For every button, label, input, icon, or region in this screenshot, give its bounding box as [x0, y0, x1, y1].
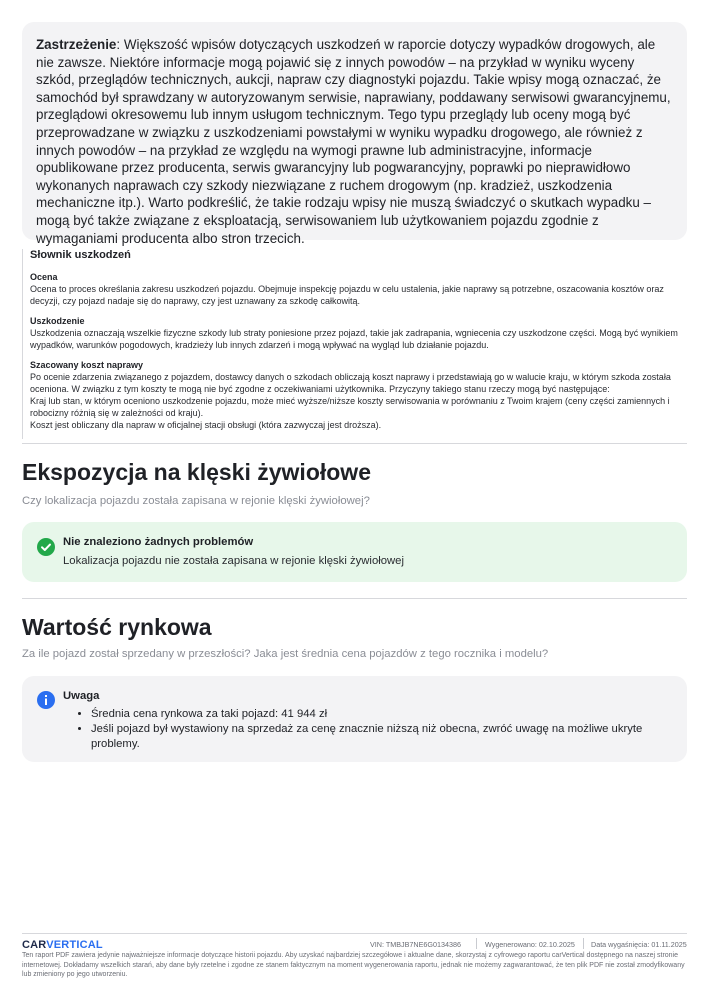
glossary-term: Uszkodzenie: [30, 316, 85, 326]
glossary-item-uszkodzenie: [30, 315, 688, 351]
footer-note: Ten raport PDF zawiera jedynie najważniejsze informacje dotyczące historii pojazdu. Aby uzyskać najbardziej szczegółowe i aktualne dane, skorzystaj z cyfrowego raportu carVertical dostępnego na naszej stronie internetowej. Dokładamy wszelkich starań, aby dane były rzetelne i zgodne ze stanem faktycznym na moment wygenerowania raportu, jednak nie możemy zagwarantować, że ten plik PDF nie został zmodyfikowany lub zmieniony po jego utworzeniu.: [22, 952, 685, 978]
glossary-line: Kraj lub stan, w którym oceniono uszkodzenie pojazdu, może mieć wyższe/niższe koszty serwisowania w porównaniu z Twoim krajem (ceny części zamiennych i robocizny różnią się w zależności od kraju).: [30, 396, 670, 418]
meta-separator: [476, 938, 477, 949]
logo-part-vertical: VERTICAL: [46, 939, 103, 951]
logo-part-car: CAR: [22, 939, 47, 951]
section-divider: [22, 598, 687, 599]
vin-label: VIN: TMBJB7NE6G0134386: [370, 940, 461, 949]
glossary-definition: [30, 283, 688, 307]
glossary-title: Słownik uszkodzeń: [30, 249, 131, 261]
carvertical-logo: [22, 939, 103, 951]
disclaimer-box: [22, 22, 687, 246]
glossary-line: Koszt jest obliczany dla napraw w oficjalnej stacji obsługi (która zazwyczaj jest droższa).: [30, 420, 382, 430]
glossary-definition: [30, 327, 688, 351]
glossary-line: Uszkodzenia oznaczają wszelkie fizyczne szkody lub straty poniesione przez pojazd, takie jak zadrapania, wgniecenia czy uszkodzone części. Mogą być wynikiem wypadków, warunków pogodowych, kradzieży lub innych zdarzeń i mogą wpływać na wygląd lub działanie pojazdu.: [30, 328, 678, 350]
damage-glossary: [22, 249, 688, 439]
glossary-line: Ocena to proces określania zakresu uszkodzeń pojazdu. Obejmuje inspekcję pojazdu w celu ustalenia, jakie naprawy są potrzebne, oszacowania kosztów oraz decyzji, czy pojazd nadaje się do naprawy, czy jest uznawany za szkodę całkowitą.: [30, 284, 664, 306]
list-item: • Jeśli pojazd był wystawiony na sprzedaż za cenę znacznie niższą niż obecna, zwróć uwagę na możliwe ukryte problemy.: [91, 722, 648, 752]
disclaimer-text: : Większość wpisów dotyczących uszkodzeń w raporcie dotyczy wypadków drogowych, ale nie zawsze. Niektóre informacje mogą pojawić się z innych powodów – na przykład w wyniku wyceny szkód, przeglądów technicznych, aukcji, napraw czy diagnostyki pojazdu. Takie wpisy mogą oznaczać, że samochód był sprawdzany w autoryzowanym serwisie, naprawiany, poddawany serwisowi gwarancyjnemu, przeglądowi okresowemu lub innym usługom technicznym. Tego typu przeglądy lub oceny mogą być przeprowadzane w związku z uszkodzeniami powstałymi w wyniku wypadku drogowego, ale również z innych powodów – na przykład ze względu na wymogi prawne lub administracyjne, informacje opublikowane przez producenta, serwis gwarancyjny lub pogwarancyjny, poprawki po nieprawidłowo wykonanych naprawach czy szkody niezwiązane z ruchem drogowym (np. kradzież, uszkodzenia mechaniczne itp.). Warto podkreślić, że takie rodzaju wpisy nie muszą świadczyć o skutkach wypadku – mogą być także związane z eksploatacją, serwisowaniem lub użytkowaniem pojazdu zgodnie z wymaganiami producenta albo stron trzecich.: [36, 37, 671, 246]
footer-divider: [22, 933, 687, 934]
section-divider: [22, 443, 687, 444]
glossary-term: Szacowany koszt naprawy: [30, 360, 144, 370]
note-title: Uwaga: [63, 690, 100, 702]
disaster-section-subtitle: Czy lokalizacja pojazdu została zapisana w rejonie klęski żywiołowej?: [22, 495, 370, 507]
status-title: Nie znaleziono żadnych problemów: [63, 536, 254, 548]
glossary-term: Ocena: [30, 272, 58, 282]
glossary-item-ocena: [30, 271, 688, 307]
generated-date: Wygenerowano: 02.10.2025: [485, 940, 575, 949]
disclaimer-title: Zastrzeżenie: [36, 37, 117, 52]
status-text: Lokalizacja pojazdu nie została zapisana w rejonie klęski żywiołowej: [63, 555, 404, 567]
list-item: • Średnia cena rynkowa za taki pojazd: 41 944 zł: [91, 707, 648, 722]
glossary-line: Po ocenie zdarzenia związanego z pojazdem, dostawcy danych o szkodach obliczają koszt naprawy i przedstawiają go w walucie kraju, w którym szkoda została oceniona. W związku z tym koszty te mogą nie być zgodne z oczekiwaniami użytkownika. Przyczyny takiego stanu rzeczy mogą być następujące:: [30, 372, 671, 394]
market-section-title: Wartość rynkowa: [22, 614, 212, 640]
disaster-status-card: [22, 522, 687, 582]
disaster-section-title: Ekspozycja na klęski żywiołowe: [22, 459, 371, 485]
meta-separator: [583, 938, 584, 949]
note-list: [78, 707, 648, 752]
info-circle-icon: [37, 691, 55, 709]
glossary-definition: [30, 371, 688, 431]
check-circle-icon: [37, 538, 55, 556]
glossary-item-koszt-naprawy: [30, 359, 688, 431]
market-note-card: [22, 676, 687, 762]
market-section-subtitle: Za ile pojazd został sprzedany w przeszłości? Jaka jest średnia cena pojazdów z tego rocznika i modelu?: [22, 648, 549, 660]
expiry-date: Data wygaśnięcia: 01.11.2025: [591, 940, 687, 949]
